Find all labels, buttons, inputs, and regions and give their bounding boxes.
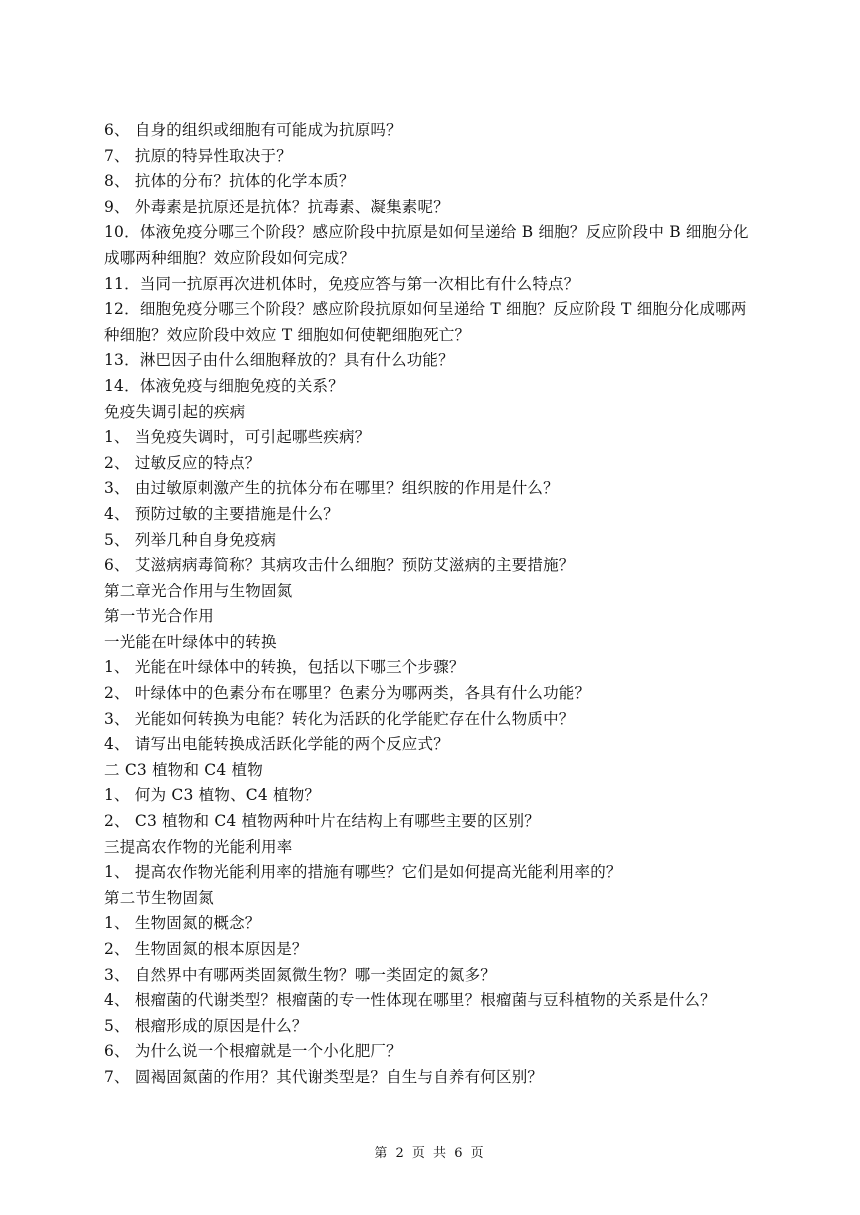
section-heading: 第二节生物固氮 [104,888,214,907]
text-line: 12．细胞免疫分哪三个阶段？感应阶段抗原如何呈递给 T 细胞？反应阶段 T 细胞分化成哪两 [104,300,747,319]
text-line: 10．体液免疫分哪三个阶段？感应阶段中抗原是如何呈递给 B 细胞？反应阶段中 B 细胞分化 [104,223,749,242]
text-line: 4、 请写出电能转换成活跃化学能的两个反应式？ [104,735,449,754]
subsection-heading: 一光能在叶绿体中的转换 [104,632,277,651]
subsection-heading: 三提高农作物的光能利用率 [104,837,293,856]
text-line: 1、 生物固氮的概念？ [104,914,261,933]
text-line: 5、 列举几种自身免疫病 [104,530,277,549]
text-line: 1、 当免疫失调时，可引起哪些疾病？ [104,428,371,447]
subsection-heading: 二 C3 植物和 C4 植物 [104,760,263,779]
text-line: 4、 预防过敏的主要措施是什么？ [104,504,339,523]
text-line: 6、 自身的组织或细胞有可能成为抗原吗？ [104,121,402,139]
text-line: 9、 外毒素是抗原还是抗体？抗毒素、凝集素呢？ [104,197,449,216]
page-footer: 第 2 页 共 6 页 [374,1146,486,1161]
text-line: 1、 光能在叶绿体中的转换，包括以下哪三个步骤？ [104,658,465,677]
text-line: 3、 自然界中有哪两类固氮微生物？哪一类固定的氮多？ [104,965,496,984]
text-line: 1、 何为 C3 植物、C4 植物？ [104,786,321,805]
text-line: 4、 根瘤菌的代谢类型？根瘤菌的专一性体现在哪里？根瘤菌与豆科植物的关系是什么？ [104,991,716,1010]
section-heading: 免疫失调引起的疾病 [104,402,246,421]
text-line: 2、 过敏反应的特点？ [104,453,261,472]
text-line: 成哪两种细胞？效应阶段如何完成？ [104,248,356,267]
text-line: 2、 生物固氮的根本原因是？ [104,940,308,958]
text-line: 7、 圆褐固氮菌的作用？其代谢类型是？自生与自养有何区别？ [104,1067,544,1086]
text-line: 13．淋巴因子由什么细胞释放的？具有什么功能？ [104,351,454,370]
text-line: 6、 为什么说一个根瘤就是一个小化肥厂？ [104,1042,402,1061]
text-line: 3、 由过敏原刺激产生的抗体分布在哪里？组织胺的作用是什么？ [104,479,559,498]
text-line: 8、 抗体的分布？抗体的化学本质？ [104,172,355,191]
text-line: 2、 叶绿体中的色素分布在哪里？色素分为哪两类，各具有什么功能？ [104,684,591,703]
text-line: 7、 抗原的特异性取决于？ [104,146,292,165]
text-line: 6、 艾滋病病毒简称？其病攻击什么细胞？预防艾滋病的主要措施？ [104,556,575,575]
text-line: 1、 提高农作物光能利用率的措施有哪些？它们是如何提高光能利用率的？ [104,863,622,882]
text-line: 种细胞？效应阶段中效应 T 细胞如何使靶细胞死亡？ [104,325,471,344]
text-line: 2、 C3 植物和 C4 植物两种叶片在结构上有哪些主要的区别？ [104,812,540,831]
document-body [104,118,804,1091]
text-line: 5、 根瘤形成的原因是什么？ [104,1016,308,1035]
section-heading: 第一节光合作用 [104,607,214,626]
chapter-heading: 第二章光合作用与生物固氮 [104,581,293,600]
text-line: 3、 光能如何转换为电能？转化为活跃的化学能贮存在什么物质中？ [104,709,575,728]
text-line: 11．当同一抗原再次进机体时，免疫应答与第一次相比有什么特点？ [104,274,580,293]
text-line: 14．体液免疫与细胞免疫的关系？ [104,376,344,395]
